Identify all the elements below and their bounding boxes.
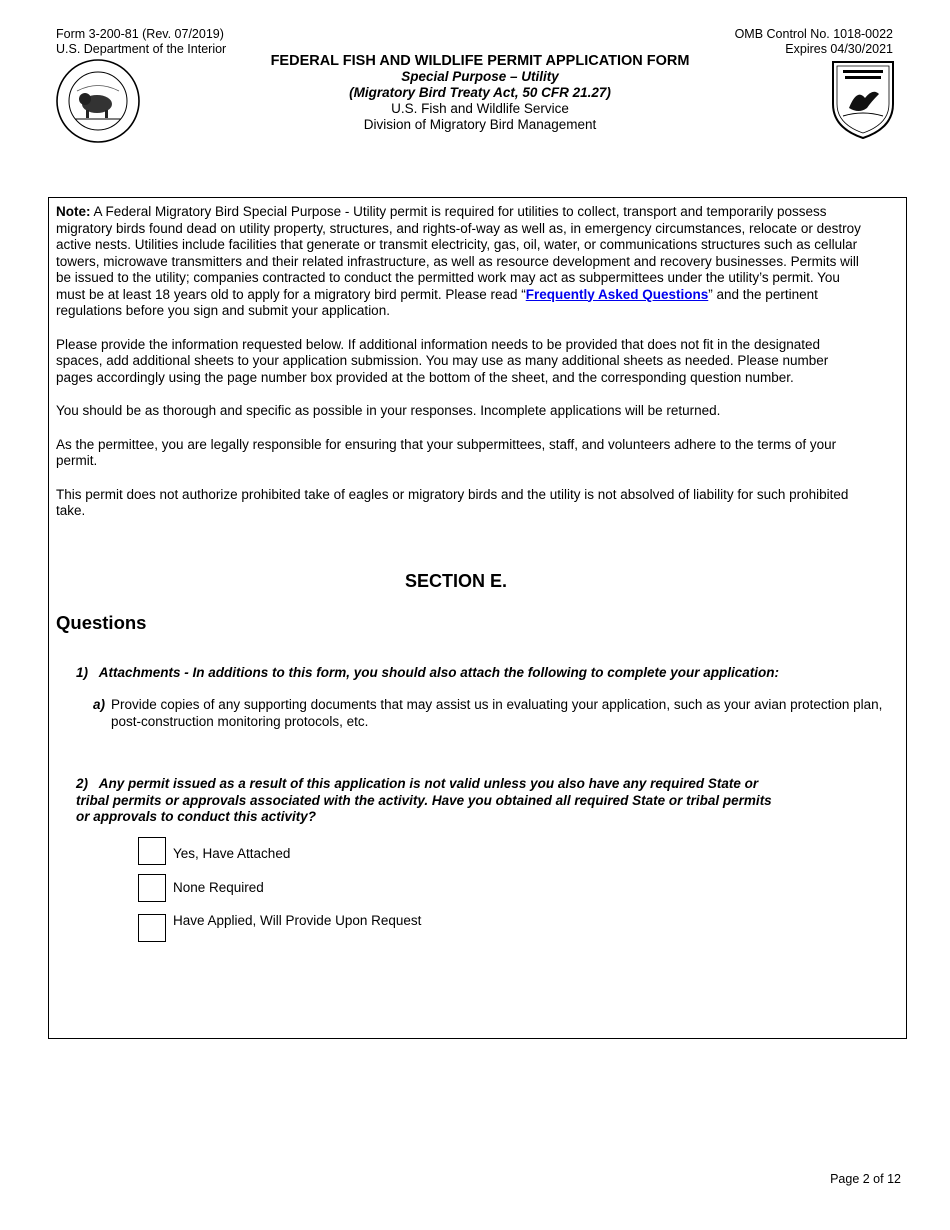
question-2: 2) Any permit issued as a result of this application is not valid unless you also have any required State or tribal permits or approvals associated with the activity. Have you obtained all required State or tribal permits or approvals to conduct this activity? [76,776,776,824]
thoroughness-paragraph: You should be as thorough and specific as possible in your responses. Incomplete applications will be returned. [56,403,721,418]
faq-link[interactable]: Frequently Asked Questions [525,286,709,302]
form-number: Form 3-200-81 (Rev. 07/2019) [56,27,224,41]
note-paragraph [56,204,864,320]
instructions-paragraph: Please provide the information requested below. If additional information needs to be provided that does not fit in the designated spaces, add additional sheets to your application submission. You may use as many additional sheets as needed. Please number pages accordingly using the page number box provided at the bottom of the sheet, and the corresponding question number. [56,336,829,385]
section-title: SECTION E. [404,571,507,591]
checkbox-label-have-applied: Have Applied, Will Provide Upon Request [173,913,422,928]
form-subtitle: Special Purpose – Utility [401,69,559,84]
page-number: Page 2 of 12 [830,1172,901,1186]
expiration-date: Expires 04/30/2021 [785,42,893,56]
form-title-block [200,53,760,133]
checkbox-label-yes-attached: Yes, Have Attached [173,846,291,861]
department-name: U.S. Department of the Interior [56,42,227,56]
note-label: Note: [56,204,91,219]
checkbox-none-required[interactable] [138,874,166,902]
question-1: 1) Attachments - In additions to this form, you should also attach the following to complete your application: [76,665,780,680]
checkbox-have-applied[interactable] [138,914,166,942]
responsibility-paragraph: As the permittee, you are legally responsible for ensuring that your subpermittees, staff, and volunteers adhere to the terms of your permit. [56,436,837,468]
agency-name: U.S. Fish and Wildlife Service [391,101,569,116]
omb-control-number: OMB Control No. 1018-0022 [734,27,893,41]
questions-heading: Questions [56,612,147,633]
question-1a-text: Provide copies of any supporting documents that may assist us in evaluating your application, such as your avian protection plan, post-construction monitoring protocols, etc. [111,697,883,729]
checkbox-label-none-required: None Required [173,880,264,895]
division-name: Division of Migratory Bird Management [363,117,597,132]
form-act: (Migratory Bird Treaty Act, 50 CFR 21.27) [349,85,611,100]
note-text-end: ” and the pertinent regulations before you sign and submit your application. [56,286,818,318]
question-1a [93,697,883,730]
checkbox-yes-attached[interactable] [138,837,166,865]
instructions [56,204,864,537]
note-text: A Federal Migratory Bird Special Purpose - Utility permit is required for utilities to collect, transport and temporarily possess migratory birds found dead on utility property, structures, and rights-of-way as well as, in emergency circumstances, relocate or destroy active nests. Utilities include facilities that generate or transmit electricity, gas, oil, water, or communications structures such as cellular towers, microwave transmitters and their related infrastructure, as well as resource development and recovery businesses. Permits will be issued to the utility; companies contracted to conduct the permitted work may act as subpermittees under the utility’s permit. You must be at least 18 years old to apply for a migratory bird permit. Please read “ [56,204,861,302]
liability-paragraph: This permit does not authorize prohibited take of eagles or migratory birds and the utility is not absolved of liability for such prohibited take. [56,486,849,518]
fws-shield-icon [829,58,897,140]
form-title: FEDERAL FISH AND WILDLIFE PERMIT APPLICATION FORM [270,53,690,69]
interior-seal-icon [55,58,141,144]
question-1a-label: a) [93,697,106,712]
